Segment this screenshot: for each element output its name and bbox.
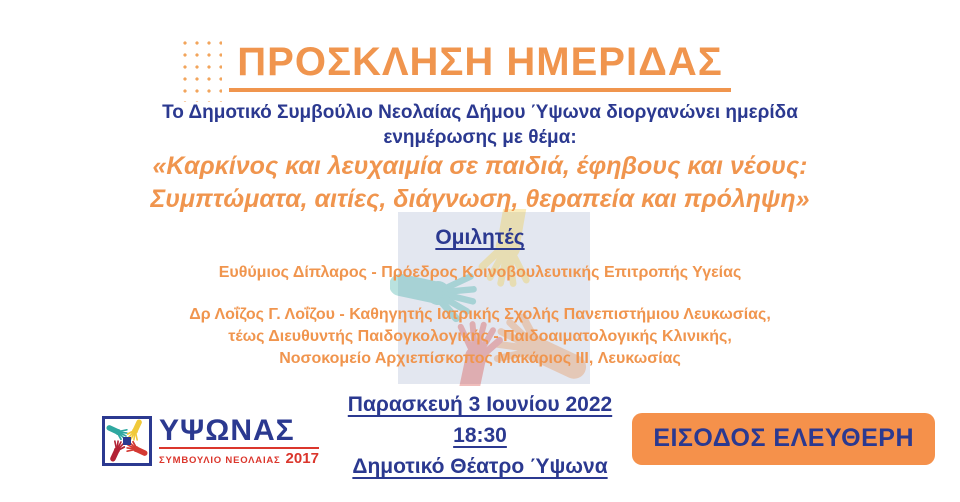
theme-line-2: Συμπτώματα, αιτίες, διάγνωση, θεραπεία και πρόληψη»: [150, 185, 810, 213]
intro-text: [0, 100, 960, 150]
speaker-1: Ευθύμιος Δίπλαρος - Πρόεδρος Κοινοβουλευτικής Επιτροπής Υγείας: [218, 264, 742, 281]
organizer-year: 2017: [285, 450, 319, 467]
poster-title: [0, 40, 960, 92]
speakers-heading-text: Ομιλητές: [435, 226, 525, 249]
organizer-name: ΥΨΩΝΑΣ: [159, 414, 295, 447]
theme-line-1: «Καρκίνος και λευχαιμία σε παιδιά, έφηβους και νέους:: [152, 152, 808, 180]
organizer-subtitle: ΣΥΜΒΟΥΛΙΟ ΝΕΟΛΑΙΑΣ: [159, 455, 281, 466]
speaker-2-line-3: Νοσοκομείο Αρχιεπίσκοπος Μακάριος III, Λευκωσίας: [279, 350, 681, 367]
speakers-heading: [0, 226, 960, 250]
organizer-logo: [102, 416, 319, 467]
free-entry-badge: ΕΙΣΟΔΟΣ ΕΛΕΥΘΕΡΗ: [632, 413, 935, 465]
hands-logo-icon: [102, 416, 152, 466]
intro-line-1: Το Δημοτικό Συμβούλιο Νεολαίας Δήμου Ύψωνα διοργανώνει ημερίδα: [162, 102, 798, 123]
event-venue: Δημοτικό Θέατρο Ύψωνα: [352, 455, 608, 478]
organizer-logo-text: [159, 416, 319, 467]
event-date: Παρασκευή 3 Ιουνίου 2022: [347, 393, 613, 416]
event-time: 18:30: [453, 424, 507, 447]
speaker-2: [0, 304, 960, 370]
speaker-2-line-1: Δρ Λοΐζος Γ. Λοΐζου - Καθηγητής Ιατρικής Σχολής Πανεπιστήμιου Λευκωσίας,: [189, 306, 771, 323]
poster-title-text: ΠΡΟΣΚΛΗΣΗ ΗΜΕΡΙΔΑΣ: [229, 40, 730, 92]
organizer-subrow: [159, 447, 319, 467]
intro-line-2: ενημέρωσης με θέμα:: [383, 127, 577, 148]
speaker-2-line-2: τέως Διευθυντής Παιδογκολογικής - Παιδοαιματολογικής Κλινικής,: [228, 328, 732, 345]
theme-text: [0, 150, 960, 216]
